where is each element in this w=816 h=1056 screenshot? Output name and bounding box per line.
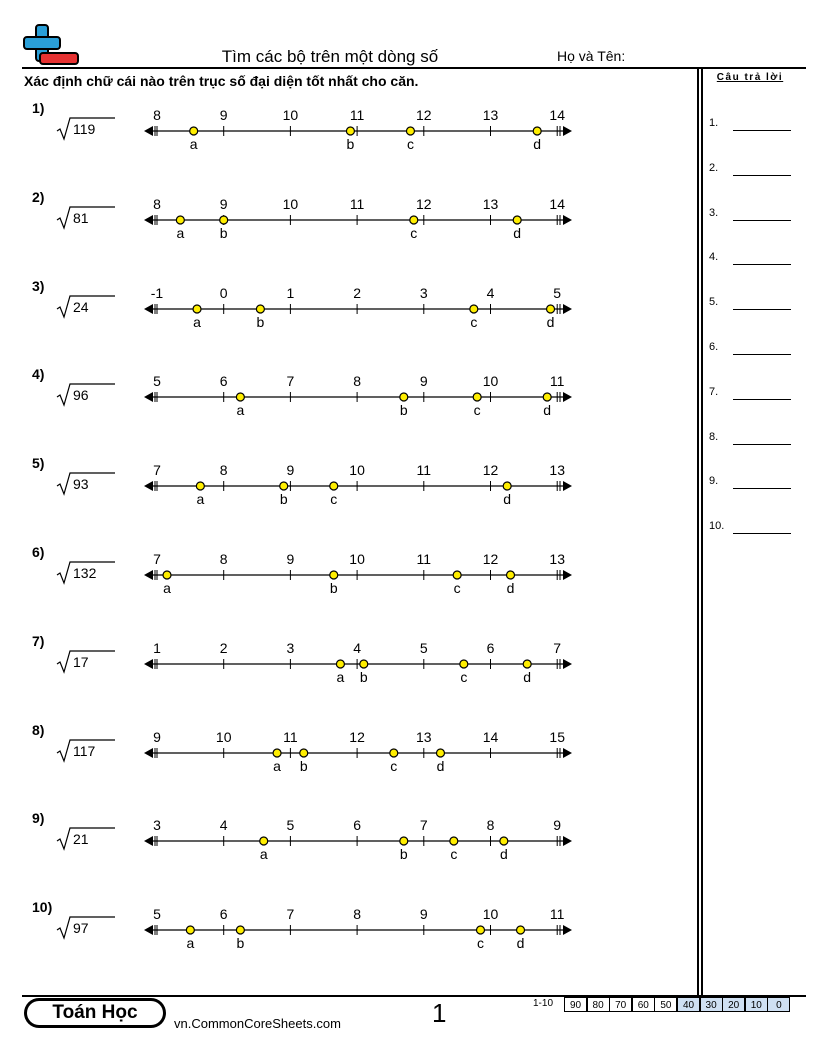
radicand: 81 xyxy=(73,209,89,226)
right-arrow-icon xyxy=(563,925,572,935)
point-label: c xyxy=(390,757,398,774)
header-divider xyxy=(22,67,806,69)
right-arrow-icon xyxy=(563,836,572,846)
point-marker xyxy=(450,837,458,845)
radicand: 119 xyxy=(73,121,96,137)
number-line xyxy=(140,189,580,239)
tick-label: 4 xyxy=(219,817,228,834)
number-line xyxy=(140,366,580,419)
tick-label: 12 xyxy=(349,728,365,745)
point-marker xyxy=(273,749,281,757)
tick-label: 1 xyxy=(286,284,295,301)
point-marker xyxy=(346,127,354,135)
site-url: vn.CommonCoreSheets.com xyxy=(174,1016,341,1031)
tick-label: 13 xyxy=(482,107,499,123)
answer-blank[interactable] xyxy=(733,220,791,221)
tick-label: -1 xyxy=(150,284,164,301)
point-label: b xyxy=(279,491,288,508)
point-label: c xyxy=(330,491,338,508)
tick-label: 9 xyxy=(219,107,228,123)
score-cell: 20 xyxy=(722,997,745,1012)
score-cell: 30 xyxy=(700,997,723,1012)
answer-blank[interactable] xyxy=(733,488,791,489)
name-label: Họ và Tên: xyxy=(557,48,626,64)
right-arrow-icon xyxy=(563,659,572,669)
left-arrow-icon xyxy=(144,481,153,491)
answer-row xyxy=(709,162,799,180)
tick-label: 3 xyxy=(153,817,161,834)
tick-label: 11 xyxy=(549,906,565,923)
point-label: a xyxy=(196,491,205,508)
point-marker xyxy=(503,482,511,490)
tick-label: 8 xyxy=(353,373,361,390)
tick-label: 7 xyxy=(553,639,562,656)
problem-item xyxy=(0,810,690,890)
tick-label: 5 xyxy=(419,639,428,656)
point-label: c xyxy=(406,136,414,152)
problem-number: 5) xyxy=(32,455,45,472)
point-marker xyxy=(190,127,198,135)
point-marker xyxy=(543,393,551,401)
tick-label: 9 xyxy=(553,817,562,834)
point-marker xyxy=(547,305,555,313)
problem-number: 1) xyxy=(32,100,45,116)
point-marker xyxy=(220,216,228,224)
answer-row xyxy=(709,520,799,538)
problem-item xyxy=(0,366,690,446)
score-cell: 90 xyxy=(564,997,587,1012)
answer-row xyxy=(709,296,799,314)
tick-label: 9 xyxy=(286,462,295,479)
point-label: c xyxy=(453,580,461,596)
tick-label: 9 xyxy=(153,728,161,745)
point-label: a xyxy=(259,846,268,863)
answer-number: 6. xyxy=(709,341,719,353)
point-label: b xyxy=(399,402,408,419)
point-marker xyxy=(186,926,194,934)
answer-number: 8. xyxy=(709,430,719,443)
tick-label: 8 xyxy=(219,462,228,479)
problem-number: 10) xyxy=(32,899,53,916)
point-label: a xyxy=(336,668,345,685)
tick-label: 5 xyxy=(553,284,562,301)
tick-label: 8 xyxy=(153,107,161,123)
answer-blank[interactable] xyxy=(733,533,791,534)
radicand: 96 xyxy=(73,387,89,404)
left-arrow-icon xyxy=(144,836,153,846)
tick-label: 4 xyxy=(486,284,495,301)
point-label: c xyxy=(410,224,418,241)
tick-label: 5 xyxy=(286,817,295,834)
point-label: b xyxy=(346,136,355,152)
problem-number: 6) xyxy=(32,544,45,560)
tick-label: 12 xyxy=(416,107,432,123)
point-label: a xyxy=(189,136,198,152)
point-marker xyxy=(460,660,468,668)
tick-label: 11 xyxy=(283,728,298,745)
answer-number: 4. xyxy=(709,251,719,264)
point-marker xyxy=(330,571,338,579)
answer-column-border xyxy=(697,67,699,996)
answer-number: 2. xyxy=(709,161,719,174)
answer-row xyxy=(709,341,799,359)
tick-label: 12 xyxy=(482,551,499,567)
tick-label: 13 xyxy=(549,551,565,567)
tick-label: 10 xyxy=(282,195,299,212)
tick-label: 8 xyxy=(353,906,361,923)
point-label: d xyxy=(523,668,532,685)
right-arrow-icon xyxy=(563,570,572,580)
tick-label: 6 xyxy=(353,817,361,834)
right-arrow-icon xyxy=(563,215,572,225)
right-arrow-icon xyxy=(563,304,572,314)
point-marker xyxy=(256,305,264,313)
tick-label: 11 xyxy=(416,551,432,567)
tick-label: 11 xyxy=(416,462,432,479)
point-label: d xyxy=(436,757,445,774)
tick-label: 14 xyxy=(549,195,565,212)
problem-item xyxy=(0,544,690,624)
tick-label: 10 xyxy=(349,551,365,567)
point-label: c xyxy=(470,313,478,330)
point-marker xyxy=(193,305,201,313)
answer-number: 5. xyxy=(709,296,719,309)
answer-number: 7. xyxy=(709,385,719,398)
left-arrow-icon xyxy=(144,392,153,402)
brand-name: Toán Học xyxy=(27,1001,163,1025)
point-label: d xyxy=(546,313,555,330)
answer-number: 10. xyxy=(709,520,725,533)
point-marker xyxy=(163,571,171,579)
answer-row xyxy=(709,251,799,269)
tick-label: 13 xyxy=(549,462,565,479)
point-marker xyxy=(507,571,515,579)
number-line xyxy=(140,455,580,508)
tick-label: 9 xyxy=(219,195,228,212)
score-cell: 50 xyxy=(654,997,677,1012)
left-arrow-icon xyxy=(144,304,153,314)
score-cell: 70 xyxy=(609,997,632,1012)
tick-label: 10 xyxy=(482,906,499,923)
score-cell: 40 xyxy=(677,997,700,1012)
tick-label: 7 xyxy=(153,551,161,567)
tick-label: 15 xyxy=(549,728,565,745)
point-label: a xyxy=(186,935,195,952)
point-label: a xyxy=(176,224,185,241)
tick-label: 6 xyxy=(219,906,228,923)
tick-label: 14 xyxy=(549,107,565,123)
answer-number: 1. xyxy=(709,117,719,129)
answer-column-border-inner xyxy=(701,67,703,996)
answer-row xyxy=(709,207,799,225)
tick-label: 7 xyxy=(286,906,295,923)
radicand: 24 xyxy=(73,298,89,315)
problem-number: 2) xyxy=(32,188,45,205)
right-arrow-icon xyxy=(563,748,572,758)
point-label: a xyxy=(273,757,281,774)
left-arrow-icon xyxy=(144,126,153,136)
tick-label: 10 xyxy=(215,728,232,745)
point-marker xyxy=(330,482,338,490)
worksheet-title: Tìm các bộ trên một dòng số xyxy=(221,47,439,66)
score-range-label: 1-10 xyxy=(533,998,554,1009)
problem-number: 7) xyxy=(32,632,45,649)
tick-label: 9 xyxy=(419,373,428,390)
point-marker xyxy=(533,127,541,135)
answer-blank[interactable] xyxy=(733,264,791,265)
point-marker xyxy=(196,482,204,490)
point-marker xyxy=(436,749,444,757)
tick-label: 9 xyxy=(286,551,295,567)
number-line xyxy=(140,100,580,150)
point-marker xyxy=(260,837,268,845)
right-arrow-icon xyxy=(563,392,572,402)
page-number: 1 xyxy=(432,998,447,1028)
score-cell: 0 xyxy=(767,997,790,1012)
point-marker xyxy=(523,660,531,668)
number-line xyxy=(140,899,580,952)
tick-label: 8 xyxy=(486,817,495,834)
problem-item xyxy=(0,722,690,802)
problem-item xyxy=(0,100,690,180)
tick-label: 4 xyxy=(353,639,361,656)
tick-label: 11 xyxy=(349,107,365,123)
tick-label: 10 xyxy=(282,107,299,123)
score-cell: 60 xyxy=(632,997,655,1012)
point-marker xyxy=(470,305,478,313)
point-label: a xyxy=(193,313,201,330)
answer-blank[interactable] xyxy=(733,130,791,131)
radicand: 117 xyxy=(73,742,96,759)
answer-blank[interactable] xyxy=(733,175,791,176)
radicand: 17 xyxy=(73,653,89,670)
number-line xyxy=(140,810,580,863)
left-arrow-icon xyxy=(144,659,153,669)
tick-label: 14 xyxy=(482,728,499,745)
number-line xyxy=(140,633,580,683)
point-label: a xyxy=(236,402,245,419)
point-label: b xyxy=(299,757,308,774)
point-marker xyxy=(336,660,344,668)
answer-row xyxy=(709,475,799,493)
point-marker xyxy=(513,216,521,224)
point-marker xyxy=(453,571,461,579)
tick-label: 6 xyxy=(486,639,495,656)
point-label: c xyxy=(476,935,484,952)
score-cell: 10 xyxy=(745,997,768,1012)
left-arrow-icon xyxy=(144,570,153,580)
instructions: Xác định chữ cái nào trên trục số đại diện tốt nhất cho căn. xyxy=(24,73,419,89)
left-arrow-icon xyxy=(144,748,153,758)
point-label: c xyxy=(450,846,458,863)
point-marker xyxy=(400,393,408,401)
problem-number: 9) xyxy=(32,810,45,827)
point-label: d xyxy=(543,402,552,419)
score-cell: 80 xyxy=(587,997,610,1012)
problem-item xyxy=(0,455,690,535)
tick-label: 6 xyxy=(219,373,228,390)
tick-label: 7 xyxy=(153,462,161,479)
radicand: 97 xyxy=(73,920,89,937)
tick-label: 1 xyxy=(153,639,161,656)
point-label: d xyxy=(516,935,525,952)
answer-number: 9. xyxy=(709,475,719,488)
point-label: b xyxy=(236,935,245,952)
point-marker xyxy=(280,482,288,490)
tick-label: 11 xyxy=(549,373,565,390)
tick-label: 8 xyxy=(219,551,228,567)
radicand: 21 xyxy=(73,831,89,848)
point-label: d xyxy=(499,846,508,863)
tick-label: 3 xyxy=(286,639,295,656)
number-line xyxy=(140,278,580,328)
answer-blank[interactable] xyxy=(733,309,791,310)
point-marker xyxy=(400,837,408,845)
tick-label: 2 xyxy=(219,639,228,656)
point-marker xyxy=(236,926,244,934)
point-label: c xyxy=(460,668,468,685)
tick-label: 3 xyxy=(419,284,428,301)
point-marker xyxy=(236,393,244,401)
number-line xyxy=(140,722,580,772)
point-label: b xyxy=(329,580,338,596)
problem-number: 3) xyxy=(32,277,45,294)
point-label: d xyxy=(506,580,515,596)
point-marker xyxy=(410,216,418,224)
answers-header: Câu trả lời xyxy=(716,72,784,83)
radicand: 93 xyxy=(73,476,89,493)
answer-blank[interactable] xyxy=(733,444,791,445)
answer-blank[interactable] xyxy=(733,354,791,355)
left-arrow-icon xyxy=(144,925,153,935)
tick-label: 8 xyxy=(153,195,161,212)
problem-number: 4) xyxy=(32,366,45,383)
tick-label: 11 xyxy=(349,195,365,212)
problem-item xyxy=(0,189,690,269)
point-label: c xyxy=(473,402,481,419)
right-arrow-icon xyxy=(563,481,572,491)
right-arrow-icon xyxy=(563,126,572,136)
point-marker xyxy=(473,393,481,401)
number-line xyxy=(140,544,580,594)
point-marker xyxy=(517,926,525,934)
tick-label: 12 xyxy=(416,195,432,212)
brand-badge xyxy=(24,998,166,1028)
point-label: d xyxy=(533,136,542,152)
tick-label: 12 xyxy=(482,462,499,479)
point-marker xyxy=(360,660,368,668)
point-label: d xyxy=(503,491,512,508)
tick-label: 5 xyxy=(153,906,161,923)
problem-item xyxy=(0,899,690,979)
point-label: d xyxy=(513,224,522,241)
tick-label: 2 xyxy=(353,284,361,301)
tick-label: 10 xyxy=(349,462,365,479)
answer-blank[interactable] xyxy=(733,399,791,400)
point-marker xyxy=(390,749,398,757)
tick-label: 5 xyxy=(153,373,161,390)
tick-label: 13 xyxy=(416,728,432,745)
answer-row xyxy=(709,386,799,404)
point-label: b xyxy=(219,224,228,241)
tick-label: 7 xyxy=(286,373,295,390)
point-label: b xyxy=(256,313,265,330)
point-marker xyxy=(406,127,414,135)
point-marker xyxy=(176,216,184,224)
tick-label: 7 xyxy=(419,817,428,834)
point-marker xyxy=(500,837,508,845)
point-marker xyxy=(476,926,484,934)
point-label: a xyxy=(163,580,171,596)
problem-number: 8) xyxy=(32,721,45,738)
point-label: b xyxy=(399,846,408,863)
tick-label: 0 xyxy=(219,284,228,301)
point-label: b xyxy=(359,668,368,685)
tick-label: 13 xyxy=(482,195,499,212)
problem-item xyxy=(0,633,690,713)
answer-row xyxy=(709,117,799,135)
tick-label: 10 xyxy=(482,373,499,390)
point-marker xyxy=(300,749,308,757)
left-arrow-icon xyxy=(144,215,153,225)
answer-row xyxy=(709,431,799,449)
problem-item xyxy=(0,278,690,358)
tick-label: 9 xyxy=(419,906,428,923)
radicand: 132 xyxy=(73,565,97,581)
answer-number: 3. xyxy=(709,206,719,219)
